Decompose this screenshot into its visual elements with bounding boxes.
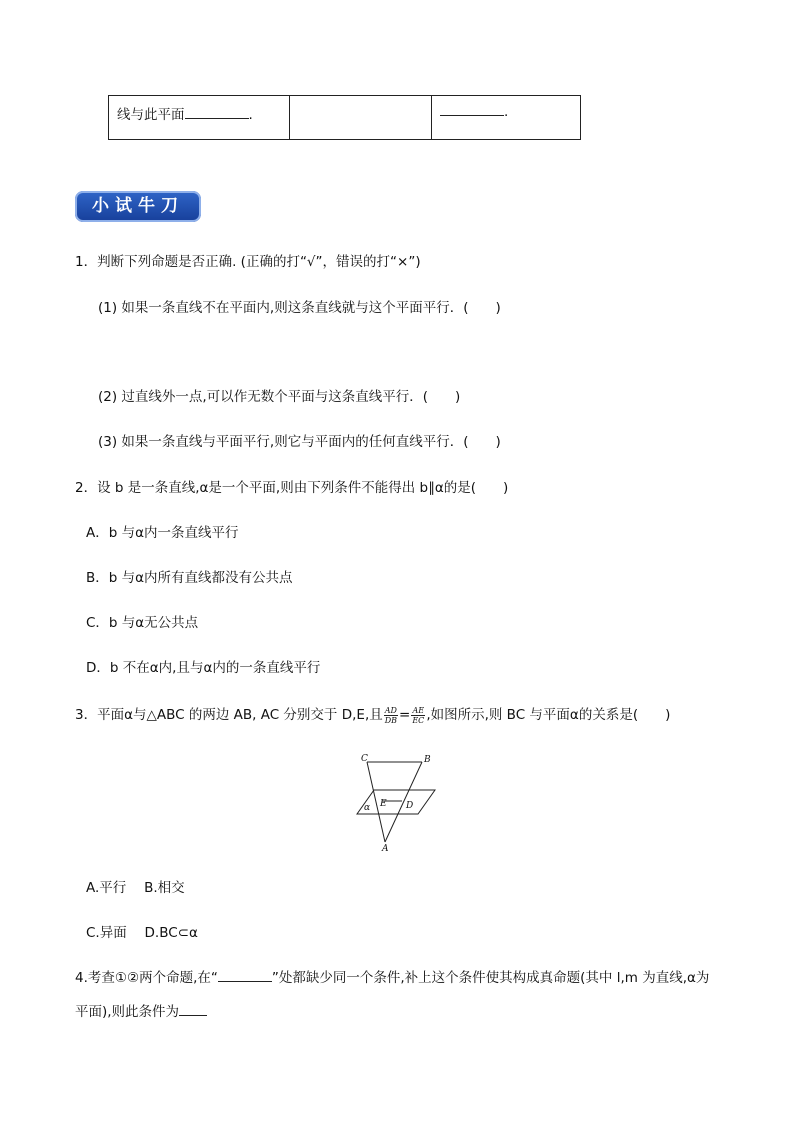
q3-options-row-2: C.异面 D.BC⊂α [86,925,198,941]
q4-blank-1[interactable] [218,969,272,982]
q4-line-2 [75,1000,207,1020]
q3-fraction-2 [411,706,425,725]
section-badge: 小试牛刀 [75,191,201,222]
table-cell-3-suffix: . [504,104,509,120]
q3-figure [352,752,442,852]
q1-item-2: (2) 过直线外一点,可以作无数个平面与这条直线平行．( ) [98,389,461,405]
concept-table [108,95,581,140]
table-cell-3 [432,96,582,139]
q3-fraction-1 [384,706,398,725]
table-cell-1: 线与此平面 . [109,96,290,139]
q3-stem [75,703,670,727]
q1-stem: 1．判断下列命题是否正确. (正确的打“√”，错误的打“×”) [75,254,421,270]
q3-frac1-num: AD [384,705,397,715]
table-cell-1-text: 线与此平面 [117,107,185,123]
label-c: C [361,754,368,764]
label-b: B [424,755,431,765]
label-a: A [382,844,389,852]
q2-option-a: A．b 与α内一条直线平行 [86,525,239,541]
q3-frac2-den: EC [412,715,425,725]
q1-item-1: (1) 如果一条直线不在平面内,则这条直线就与这个平面平行．( ) [98,300,501,316]
q3-stem-post: ,如图所示,则 BC 与平面α的关系是( ) [426,707,671,723]
q2-option-b: B．b 与α内所有直线都没有公共点 [86,570,293,586]
table-blank-1[interactable] [185,106,249,119]
q2-stem: 2．设 b 是一条直线,α是一个平面,则由下列条件不能得出 b∥α的是( ) [75,480,509,496]
label-d: D [406,801,414,811]
q4-line2-text: 平面),则此条件为 [75,1004,180,1020]
q2-option-c: C．b 与α无公共点 [86,615,199,631]
q3-stem-pre: 3．平面α与△ABC 的两边 AB, AC 分别交于 D,E,且 [75,707,383,723]
q3-options-row-1: A.平行 B.相交 [86,880,185,896]
label-e: E [380,799,387,809]
q3-eq: = [399,707,411,723]
q4-blank-2[interactable] [179,1003,207,1016]
q2-option-d: D．b 不在α内,且与α内的一条直线平行 [86,660,321,676]
q1-item-3: (3) 如果一条直线与平面平行,则它与平面内的任何直线平行．( ) [98,434,501,450]
q4-line1-pre: 4.考查①②两个命题,在“ [75,970,218,986]
table-cell-2 [290,96,432,139]
q3-frac1-den: DB [384,715,398,725]
q4-line-1 [75,966,709,986]
segment-ba [385,762,422,842]
table-blank-2[interactable] [440,103,504,116]
q4-line1-post: ”处都缺少同一个条件,补上这个条件使其构成真命题(其中 l,m 为直线,α为 [271,970,710,986]
q3-frac2-num: AE [412,705,425,715]
label-alpha: α [364,803,371,813]
